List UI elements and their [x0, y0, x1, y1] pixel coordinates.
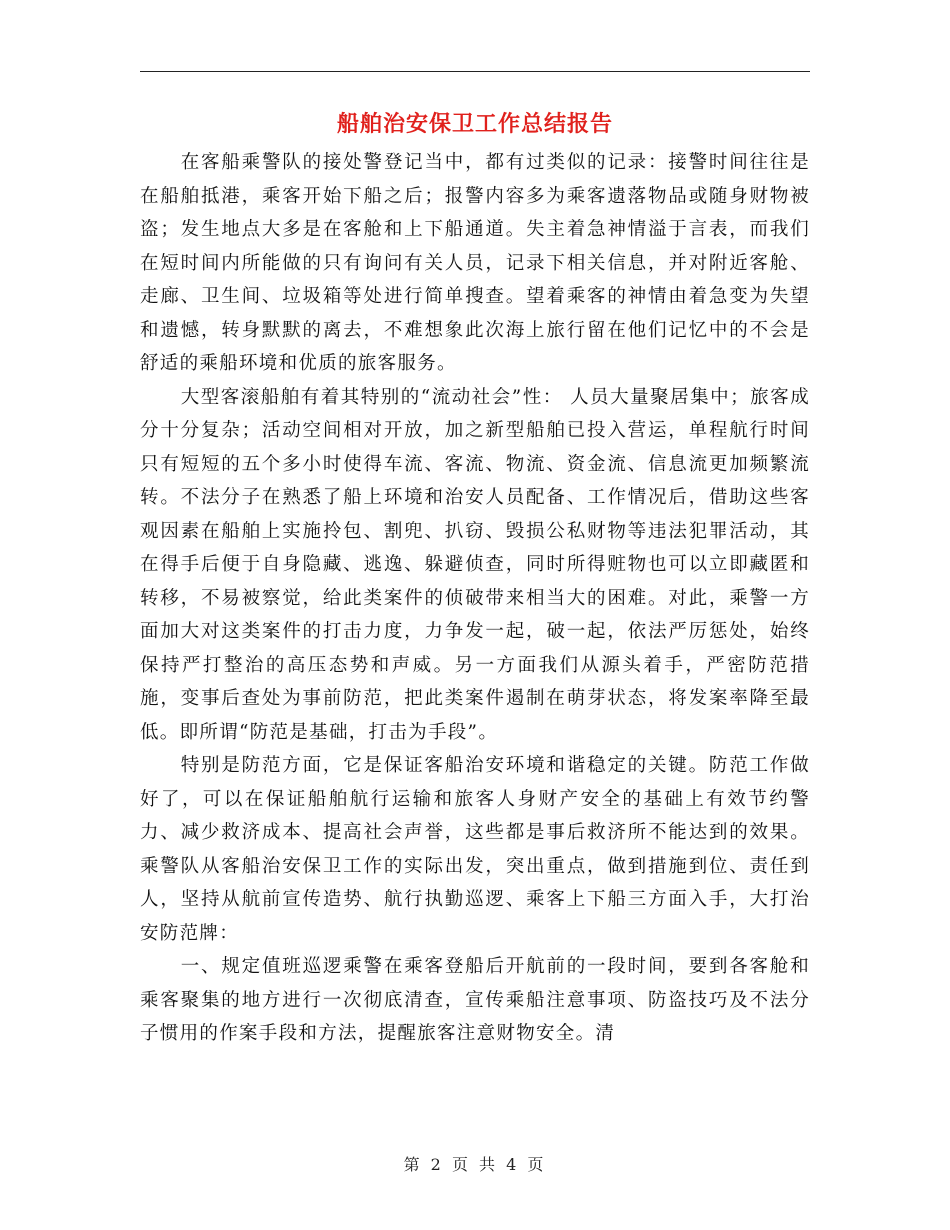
paragraph-3: 特别是防范方面，它是保证客船治安环境和谐稳定的关键。防范工作做好了，可以在保证船舶航行运输和旅客人身财产安全的基础上有效节约警力、减少救济成本、提高社会声誉，这些都是事后救济所不能达到的效果。乘警队从客船治安保卫工作的实际出发，突出重点，做到措施到位、责任到人，坚持从航前宣传造势、航行执勤巡逻、乘客上下船三方面入手，大打治安防范牌：	[140, 755, 810, 944]
paragraph-2: 大型客滚船舶有着其特别的“流动社会”性： 人员大量聚居集中；旅客成分十分复杂；活动空间相对开放，加之新型船舶已投入营运，单程航行时间只有短短的五个多小时使得车流、客流、物流、资金流、信息流更加频繁流转。不法分子在熟悉了船上环境和治安人员配备、工作情况后，借助这些客观因素在船舶上实施拎包、割兜、扒窃、毁损公私财物等违法犯罪活动，其在得手后便于自身隐藏、逃逸、躲避侦查，同时所得赃物也可以立即藏匿和转移，不易被察觉，给此类案件的侦破带来相当大的困难。对此，乘警一方面加大对这类案件的打击力度，力争发一起，破一起，依法严厉惩处，始终保持严打整治的高压态势和声威。另一方面我们从源头着手，严密防范措施，变事后查处为事前防范，把此类案件遏制在萌芽状态，将发案率降至最低。即所谓“防范是基础，打击为手段”。	[140, 386, 810, 743]
document-body	[140, 146, 810, 1051]
paragraph-4: 一、规定值班巡逻乘警在乘客登船后开航前的一段时间，要到各客舱和乘客聚集的地方进行一次彻底清查，宣传乘船注意事项、防盗技巧及不法分子惯用的作案手段和方法，提醒旅客注意财物安全。清	[140, 956, 810, 1044]
paragraph-1: 在客船乘警队的接处警登记当中，都有过类似的记录：接警时间往往是在船舶抵港，乘客开始下船之后；报警内容多为乘客遗落物品或随身财物被盗；发生地点大多是在客舱和上下船通道。失主着急神情溢于言表，而我们在短时间内所能做的只有询问有关人员，记录下相关信息，并对附近客舱、走廊、卫生间、垃圾箱等处进行简单搜查。望着乘客的神情由着急变为失望和遗憾，转身默默的离去，不难想象此次海上旅行留在他们记忆中的不会是舒适的乘船环境和优质的旅客服务。	[140, 152, 810, 374]
header-rule	[140, 71, 810, 72]
page-number: 第 2 页 共 4 页	[403, 1155, 547, 1174]
document-title: 船舶治安保卫工作总结报告	[336, 111, 613, 137]
